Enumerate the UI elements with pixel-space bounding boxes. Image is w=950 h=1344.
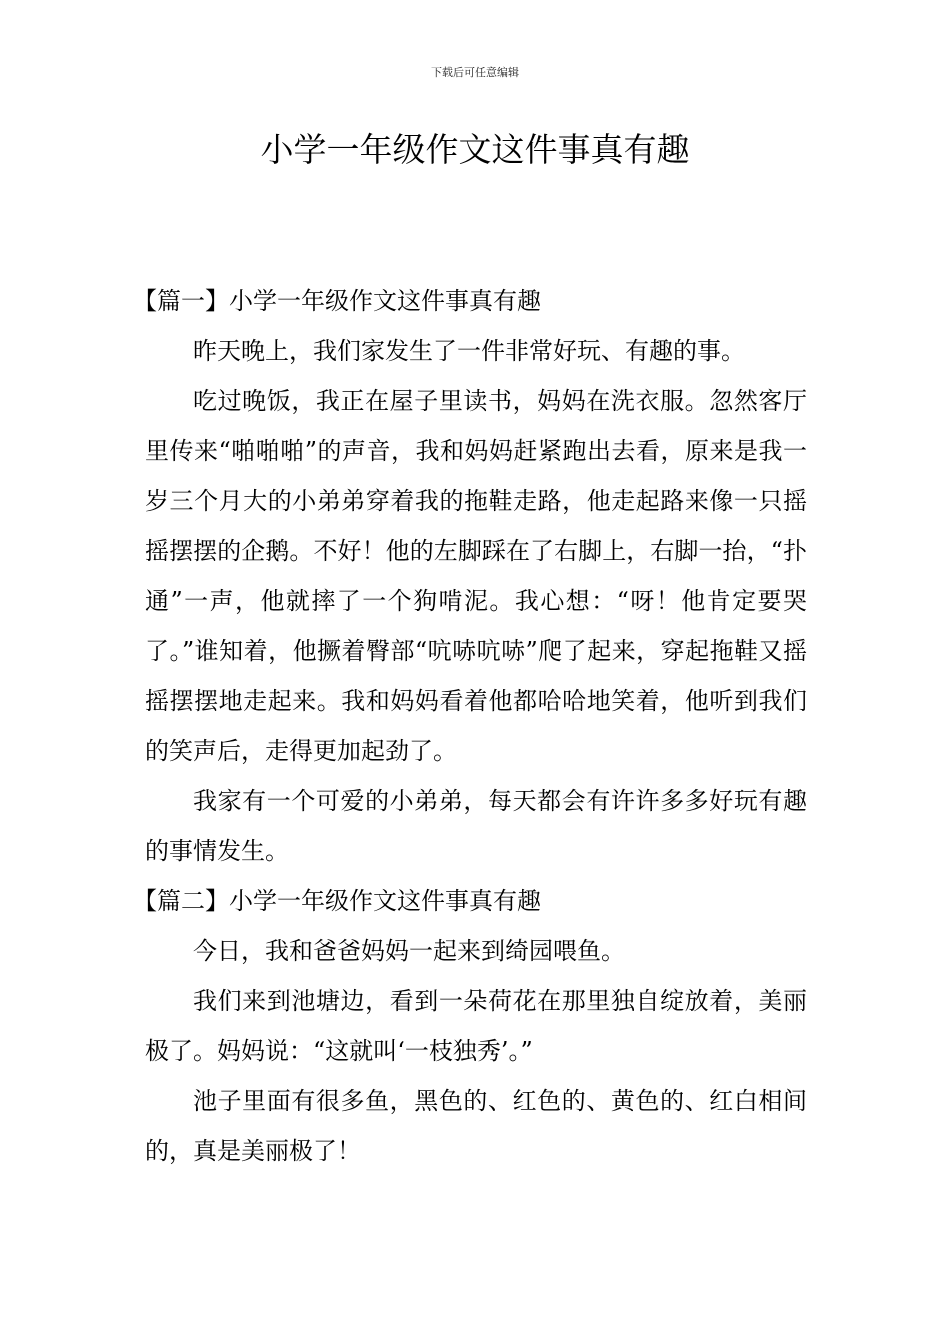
paragraph: 我家有一个可爱的小弟弟，每天都会有许许多多好玩有趣的事情发生。: [145, 787, 807, 865]
paragraph: 今日，我和爸爸妈妈一起来到绮园喂鱼。: [193, 937, 625, 965]
section-heading: 【篇二】小学一年级作文这件事真有趣: [133, 887, 541, 915]
section-heading: 【篇一】小学一年级作文这件事真有趣: [133, 287, 541, 315]
document-title: 小学一年级作文这件事真有趣: [260, 130, 690, 169]
paragraph: 我们来到池塘边，看到一朵荷花在那里独自绽放着，美丽极了。妈妈说：“这就叫‘一枝独秀’。”: [145, 987, 807, 1065]
header-note: 下载后可任意编辑: [431, 66, 519, 79]
paragraph: 池子里面有很多鱼，黑色的、红色的、黄色的、红白相间的，真是美丽极了！: [145, 1087, 807, 1165]
paragraph: 吃过晚饭，我正在屋子里读书，妈妈在洗衣服。忽然客厅里传来“啪啪啪”的声音，我和妈妈赶紧跑出去看，原来是我一岁三个月大的小弟弟穿着我的拖鞋走路，他走起路来像一只摇摇摆摆的企鹅。不好！他的左脚踩在了右脚上，右脚一抬，“扑通”一声，他就摔了一个狗啃泥。我心想：“呀！他肯定要哭了。”谁知着，他撅着臀部“吭哧吭哧”爬了起来，穿起拖鞋又摇摇摆摆地走起来。我和妈妈看着他都哈哈地笑着，他听到我们的笑声后，走得更加起劲了。: [145, 387, 807, 765]
paragraph: 昨天晚上，我们家发生了一件非常好玩、有趣的事。: [193, 337, 745, 365]
document-body: [133, 276, 807, 1176]
